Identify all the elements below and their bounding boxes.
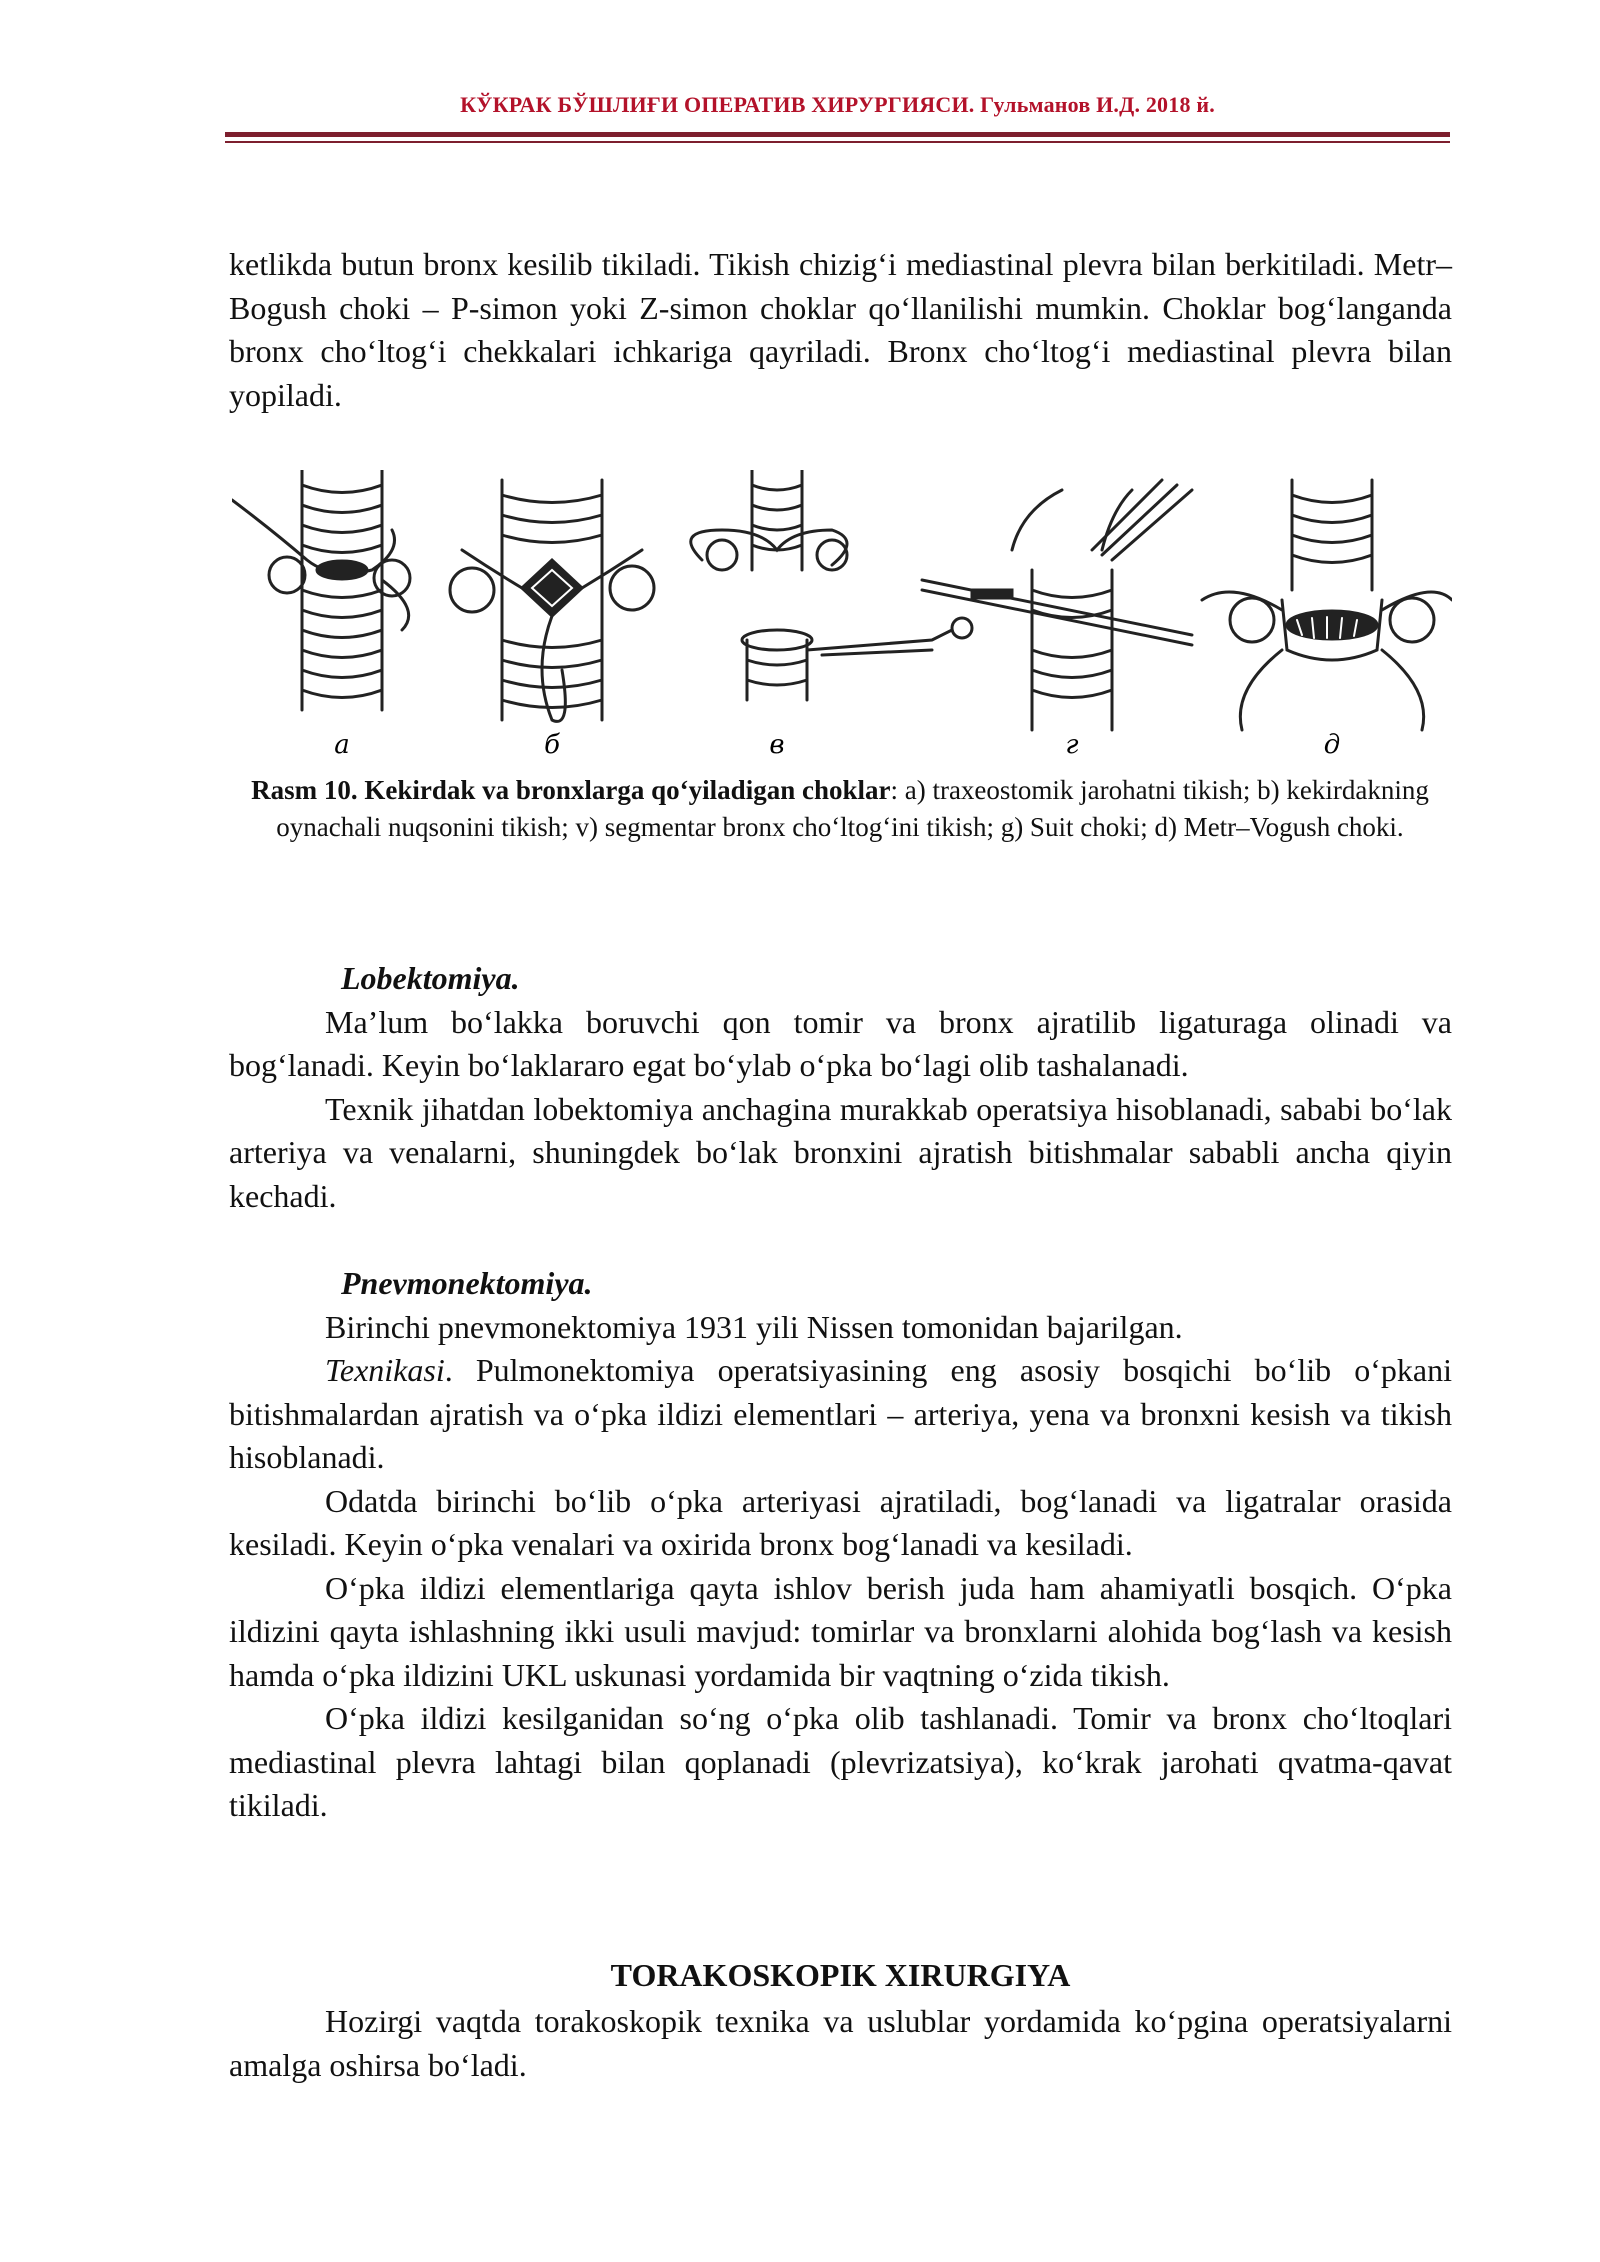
pnevmonektomiya-section [229,1262,1452,1828]
figure-panel-b [450,480,654,721]
figure-panel-d [1202,480,1452,730]
panel-label-g: г [1065,730,1079,760]
figure-panel-g [922,480,1192,730]
caption-text: : a) traxeostomik jarohatni tikish; b) kekirdakning oynachali nuqsonini tikish; v) segmentar bronx cho‘ltog‘ini tikish; g) Suit choki; d) Metr–Vogush choki. [276,775,1429,842]
caption-title: Rasm 10. Kekirdak va bronxlarga qo‘yiladigan choklar [251,775,891,805]
panel-label-a: а [334,730,350,760]
texnikasi-text: . Pulmonektomiya operatsiyasining eng asosiy bosqichi bo‘lib o‘pkani bitishmalardan ajratish va o‘pka ildizi elementlari – arteriya, yena va bronxni kesish va tikish hisoblanadi. [229,1352,1452,1475]
panel-label-v: в [769,730,785,760]
lobektomiya-paragraph-2: Texnik jihatdan lobektomiya anchagina murakkab operatsiya hisoblanadi, sababi bo‘lak arteriya va venalarni, shuningdek bo‘lak bronxini ajratish bitishmalar sababli ancha qiyin kechadi. [229,1090,1452,1214]
pnevmonektomiya-paragraph-2 [229,1349,1452,1480]
running-header: КЎКРАК БЎШЛИҒИ ОПЕРАТИВ ХИРУРГИЯСИ. Гульманов И.Д. 2018 й. [460,92,1215,117]
pnevmonektomiya-paragraph-5: O‘pka ildizi kesilganidan so‘ng o‘pka olib tashlanadi. Tomir va bronx cho‘ltoqlari mediastinal plevra lahtagi bilan qoplanadi (plevrizatsiya), ko‘krak jarohati qvatma-qavat tikiladi. [229,1700,1452,1823]
intro-paragraph: ketlikda butun bronx kesilib tikiladi. Tikish chizig‘i mediastinal plevra bilan berkitiladi. Metr–Bogush choki – P-simon yoki Z-simon choklar qo‘llanilishi mumkin. Choklar bog‘langanda bronx cho‘ltog‘i chekkalari ichkariga qayriladi. Bronx cho‘ltog‘i mediastinal plevra bilan yopiladi. [229,246,1452,413]
figure-panel-v [691,470,972,700]
intro-paragraph-block [229,243,1452,417]
figure-panel-a [232,470,410,710]
panel-label-b: б [544,730,560,760]
pnevmonektomiya-paragraph-3: Odatda birinchi bo‘lib o‘pka arteriyasi ajratiladi, bog‘lanadi va ligatralar orasida kesiladi. Keyin o‘pka venalari va oxirida bronx bog‘lanadi va kesiladi. [229,1482,1452,1562]
pnevmonektomiya-heading: Pnevmonektomiya. [341,1265,593,1301]
header-rule-thin [225,141,1450,143]
torakoskopik-section [229,2000,1452,2087]
torakoskopik-paragraph-1: Hozirgi vaqtda torakoskopik texnika va uslublar yordamida ko‘pgina operatsiyalarni amalga oshirsa bo‘ladi. [229,2003,1452,2083]
header-rule-thick [225,132,1450,137]
lobektomiya-section [229,957,1452,1218]
torakoskopik-title: TORAKOSKOPIK XIRURGIYA [610,1957,1071,1993]
figure-caption [230,772,1450,846]
suture-figure [232,470,1452,760]
lobektomiya-paragraph-1: Ma’lum bo‘lakka boruvchi qon tomir va bronx ajratilib ligaturaga olinadi va bog‘lanadi. Keyin bo‘laklararo egat bo‘ylab o‘pka bo‘lagi olib tashalanadi. [229,1003,1452,1083]
panel-label-d: д [1323,730,1341,760]
texnikasi-label: Texnikasi [325,1352,445,1388]
pnevmonektomiya-paragraph-1: Birinchi pnevmonektomiya 1931 yili Nissen tomonidan bajarilgan. [325,1308,1183,1345]
lobektomiya-heading: Lobektomiya. [341,960,520,996]
pnevmonektomiya-paragraph-4: O‘pka ildizi elementlariga qayta ishlov berish juda ham ahamiyatli bosqich. O‘pka ildizini qayta ishlashning ikki usuli mavjud: tomirlar va bronxlarni alohida bog‘lash va kesish hamda o‘pka ildizini UKL uskunasi yordamida bir vaqtning o‘zida tikish. [229,1569,1452,1693]
